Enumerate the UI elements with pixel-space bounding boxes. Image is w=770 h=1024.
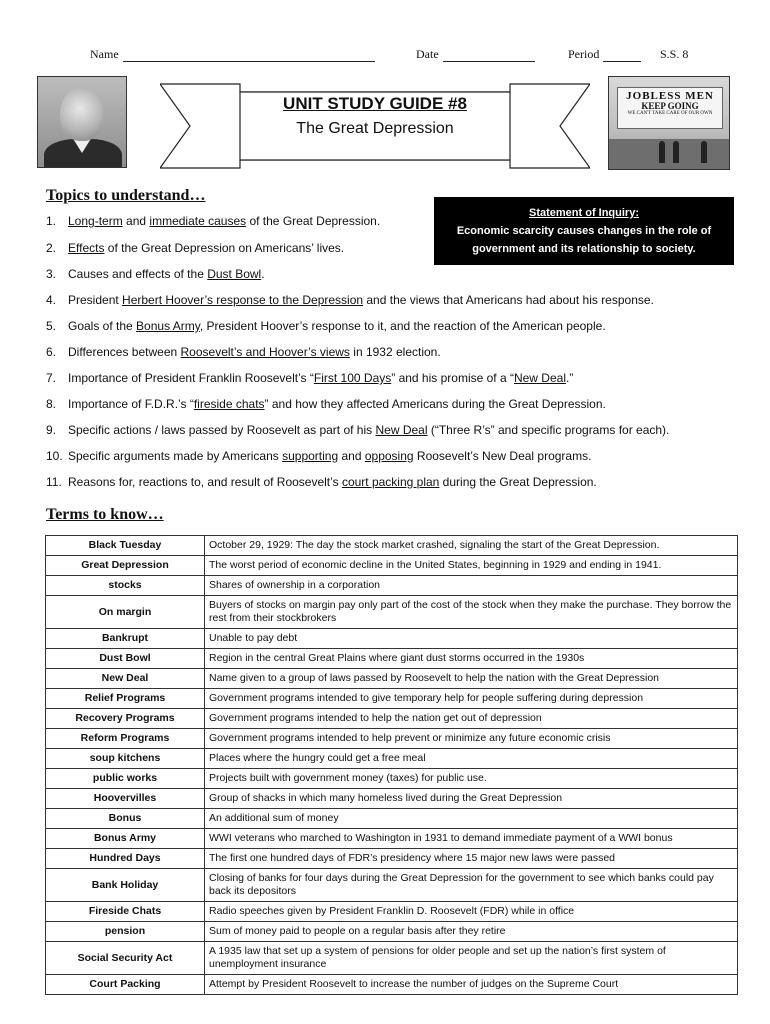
topic-item xyxy=(46,449,591,463)
topic-text: of the Great Depression on Americans’ lives. xyxy=(104,241,345,255)
definition-cell: The worst period of economic decline in the United States, beginning in 1929 and ending in 1941. xyxy=(205,556,738,576)
term-cell: Bankrupt xyxy=(46,629,205,649)
topic-item xyxy=(46,397,606,411)
topic-item xyxy=(46,293,654,307)
term-cell: Recovery Programs xyxy=(46,709,205,729)
name-blank[interactable] xyxy=(123,49,375,62)
definition-cell: Region in the central Great Plains where giant dust storms occurred in the 1930s xyxy=(205,649,738,669)
topic-text: (“Three R’s” and specific programs for each). xyxy=(427,423,670,437)
definition-cell: Buyers of stocks on margin pay only part of the cost of the stock when they make the purchase. They borrow the rest from their stockbrokers xyxy=(205,596,738,629)
topic-item xyxy=(46,214,380,228)
portrait-image xyxy=(37,76,127,168)
topic-text: Importance of President Franklin Roosevelt’s “ xyxy=(68,371,314,385)
term-row xyxy=(46,769,738,789)
definition-cell: Unable to pay debt xyxy=(205,629,738,649)
date-label: Date xyxy=(416,47,439,61)
term-cell: Bonus Army xyxy=(46,829,205,849)
inquiry-heading: Statement of Inquiry: xyxy=(528,207,639,219)
term-row xyxy=(46,709,738,729)
term-row xyxy=(46,689,738,709)
topic-text: Importance of F.D.R.’s “ xyxy=(68,397,194,411)
definition-cell: Radio speeches given by President Franklin D. Roosevelt (FDR) while in office xyxy=(205,902,738,922)
term-row xyxy=(46,902,738,922)
term-cell: pension xyxy=(46,922,205,942)
topic-key-phrase: Effects xyxy=(68,241,105,255)
topic-text: , President Hoover’s response to it, and the reaction of the American people. xyxy=(199,319,606,333)
topic-text: . xyxy=(261,267,265,281)
topic-item xyxy=(46,371,573,385)
term-cell: Bank Holiday xyxy=(46,869,205,902)
topic-text: Goals of the xyxy=(68,319,137,333)
term-row xyxy=(46,536,738,556)
topic-key-phrase: Dust Bowl xyxy=(207,267,262,281)
definition-cell: Sum of money paid to people on a regular basis after they retire xyxy=(205,922,738,942)
period-label: Period xyxy=(568,47,600,61)
topic-key-phrase: immediate causes xyxy=(149,214,247,228)
term-cell: public works xyxy=(46,769,205,789)
term-cell: stocks xyxy=(46,576,205,596)
topic-number: 5. xyxy=(46,319,57,333)
term-row xyxy=(46,669,738,689)
definition-cell: Closing of banks for four days during the Great Depression for the government to see which banks could pay back its depositors xyxy=(205,869,738,902)
term-cell: Bonus xyxy=(46,809,205,829)
billboard-ground xyxy=(609,139,729,169)
topic-text: in 1932 election. xyxy=(349,345,441,359)
period-blank[interactable] xyxy=(603,49,641,62)
term-row xyxy=(46,829,738,849)
topic-text: President xyxy=(68,293,123,307)
term-cell: Relief Programs xyxy=(46,689,205,709)
term-cell: Reform Programs xyxy=(46,729,205,749)
topic-item xyxy=(46,319,606,333)
topic-key-phrase: court packing plan xyxy=(341,475,440,489)
definition-cell: Attempt by President Roosevelt to increase the number of judges on the Supreme Court xyxy=(205,975,738,995)
terms-table xyxy=(45,535,738,995)
inquiry-line-2: government and its relationship to society. xyxy=(472,243,696,255)
term-row xyxy=(46,922,738,942)
topic-text: Specific arguments made by Americans xyxy=(68,449,283,463)
billboard-figure xyxy=(673,141,679,163)
topic-key-phrase: Bonus Army xyxy=(136,319,200,333)
topic-text: Roosevelt’s New Deal programs. xyxy=(413,449,592,463)
topic-number: 3. xyxy=(46,267,57,281)
term-cell: Social Security Act xyxy=(46,942,205,975)
topic-text: ” and how they affected Americans during the Great Depression. xyxy=(264,397,606,411)
topic-key-phrase: First 100 Days xyxy=(313,371,392,385)
term-cell: On margin xyxy=(46,596,205,629)
definition-cell: An additional sum of money xyxy=(205,809,738,829)
topic-item xyxy=(46,345,441,359)
definition-cell: A 1935 law that set up a system of pensions for older people and set up the nation’s first system of unemployment insurance xyxy=(205,942,738,975)
topic-key-phrase: opposing xyxy=(364,449,414,463)
term-row xyxy=(46,849,738,869)
term-row xyxy=(46,869,738,902)
billboard-line1: JOBLESS MEN xyxy=(626,90,714,102)
topic-key-phrase: fireside chats xyxy=(193,397,265,411)
topic-item xyxy=(46,475,597,489)
billboard-sign xyxy=(617,87,723,129)
topic-number: 1. xyxy=(46,214,57,228)
definition-cell: The first one hundred days of FDR’s presidency where 15 major new laws were passed xyxy=(205,849,738,869)
title-banner xyxy=(160,80,590,172)
term-row xyxy=(46,749,738,769)
topic-item xyxy=(46,423,669,437)
definition-cell: Government programs intended to help prevent or minimize any future economic crisis xyxy=(205,729,738,749)
topic-key-phrase: supporting xyxy=(282,449,339,463)
topic-number: 4. xyxy=(46,293,57,307)
topic-key-phrase: Long-term xyxy=(68,214,123,228)
term-row xyxy=(46,576,738,596)
guide-subtitle: The Great Depression xyxy=(296,120,454,137)
topic-text: Differences between xyxy=(68,345,181,359)
topic-number: 9. xyxy=(46,423,57,437)
billboard-image xyxy=(608,76,730,170)
term-cell: Fireside Chats xyxy=(46,902,205,922)
topic-number: 6. xyxy=(46,345,57,359)
definition-cell: WWI veterans who marched to Washington in 1931 to demand immediate payment of a WWI bonus xyxy=(205,829,738,849)
definition-cell: Group of shacks in which many homeless lived during the Great Depression xyxy=(205,789,738,809)
topic-number: 11. xyxy=(46,475,62,489)
topic-key-phrase: Roosevelt’s and Hoover’s views xyxy=(180,345,350,359)
term-cell: Court Packing xyxy=(46,975,205,995)
name-label: Name xyxy=(90,47,119,61)
term-row xyxy=(46,629,738,649)
date-field[interactable] xyxy=(416,47,535,62)
topic-text: ” and his promise of a “ xyxy=(391,371,514,385)
portrait-head xyxy=(60,87,104,141)
topic-text: Specific actions / laws passed by Roosevelt as part of his xyxy=(68,423,376,437)
topic-text: .” xyxy=(566,371,574,385)
topic-text: Causes and effects of the xyxy=(68,267,208,281)
topic-text: Reasons for, reactions to, and result of Roosevelt’s xyxy=(68,475,342,489)
period-field[interactable] xyxy=(568,47,641,62)
topic-text: of the Great Depression. xyxy=(246,214,381,228)
class-label: S.S. 8 xyxy=(660,47,689,61)
date-blank[interactable] xyxy=(443,49,535,62)
topic-text: and xyxy=(338,449,365,463)
definition-cell: Shares of ownership in a corporation xyxy=(205,576,738,596)
definition-cell: Name given to a group of laws passed by Roosevelt to help the nation with the Great Depression xyxy=(205,669,738,689)
topic-item xyxy=(46,267,265,281)
term-row xyxy=(46,556,738,576)
topic-number: 10. xyxy=(46,449,63,463)
term-cell: Great Depression xyxy=(46,556,205,576)
term-cell: Black Tuesday xyxy=(46,536,205,556)
term-cell: New Deal xyxy=(46,669,205,689)
term-row xyxy=(46,649,738,669)
topic-number: 2. xyxy=(46,241,57,255)
term-cell: Dust Bowl xyxy=(46,649,205,669)
topic-text: and the views that Americans had about his response. xyxy=(363,293,654,307)
terms-heading: Terms to know… xyxy=(46,506,164,523)
topic-key-phrase: Herbert Hoover’s response to the Depression xyxy=(122,293,364,307)
term-cell: Hoovervilles xyxy=(46,789,205,809)
guide-title: UNIT STUDY GUIDE #8 xyxy=(283,94,467,113)
term-row xyxy=(46,975,738,995)
term-row xyxy=(46,729,738,749)
term-row xyxy=(46,942,738,975)
topic-key-phrase: New Deal xyxy=(513,371,566,385)
topic-key-phrase: New Deal xyxy=(375,423,428,437)
statement-of-inquiry xyxy=(434,197,734,265)
billboard-figure xyxy=(659,141,665,163)
topic-number: 8. xyxy=(46,397,57,411)
billboard-line2: KEEP GOING xyxy=(641,101,699,111)
definition-cell: Places where the hungry could get a free meal xyxy=(205,749,738,769)
definition-cell: Government programs intended to give temporary help for people suffering during depression xyxy=(205,689,738,709)
topic-number: 7. xyxy=(46,371,57,385)
definition-cell: Government programs intended to help the nation get out of depression xyxy=(205,709,738,729)
topic-text: during the Great Depression. xyxy=(439,475,597,489)
term-cell: soup kitchens xyxy=(46,749,205,769)
definition-cell: Projects built with government money (taxes) for public use. xyxy=(205,769,738,789)
definition-cell: October 29, 1929: The day the stock market crashed, signaling the start of the Great Depression. xyxy=(205,536,738,556)
topic-text: and xyxy=(122,214,150,228)
term-row xyxy=(46,809,738,829)
topic-item xyxy=(46,241,344,255)
term-row xyxy=(46,596,738,629)
term-row xyxy=(46,789,738,809)
billboard-line3: WE CAN'T TAKE CARE OF OUR OWN xyxy=(627,111,713,116)
term-cell: Hundred Days xyxy=(46,849,205,869)
billboard-figure xyxy=(701,141,707,163)
name-field[interactable] xyxy=(90,47,375,62)
inquiry-line-1: Economic scarcity causes changes in the role of xyxy=(456,225,712,237)
topics-heading: Topics to understand… xyxy=(46,187,206,204)
